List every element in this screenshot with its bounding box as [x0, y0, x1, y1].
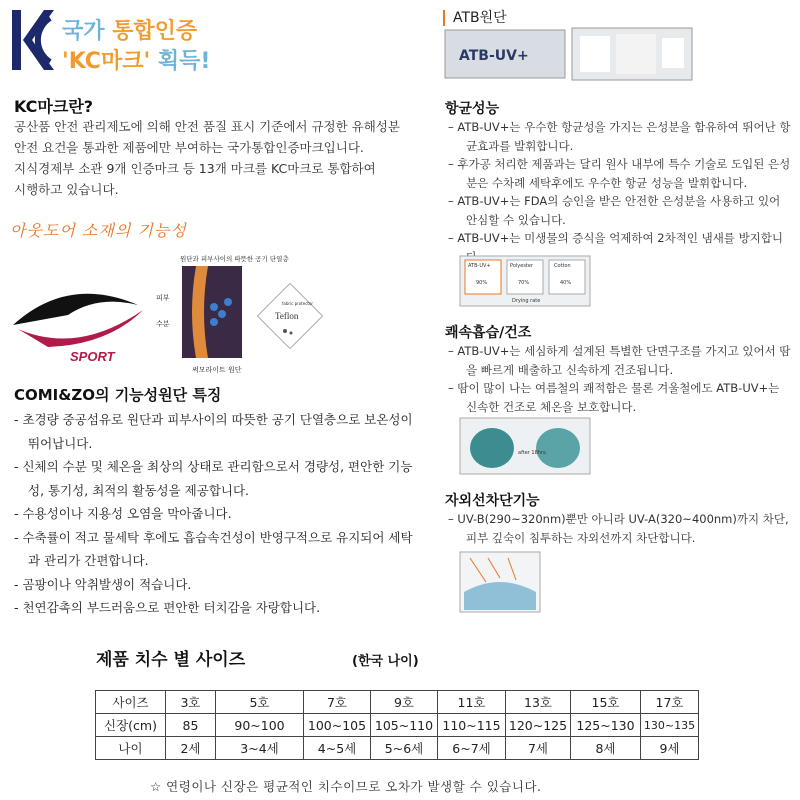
quick-dry-title: 쾌속흡습/건조: [445, 325, 532, 341]
kc-title: KC마크란?: [14, 97, 94, 116]
dry-value-polyester: 70%: [518, 280, 530, 286]
comi-features-title: COMI&ZO의 기능성원단 특징: [14, 386, 222, 404]
lycra-text: LYCRA: [38, 317, 98, 337]
diagram-label-bottom: 써모라이트 원단: [192, 366, 242, 374]
antibacterial-list: [448, 118, 793, 266]
atb-logo-text: ATB-UV+: [459, 48, 529, 64]
list-item: - 신체의 수분 및 체온을 최상의 상태로 관리함으로서 경량성, 편안한 기능성, 통기성, 최적의 활동성을 제공합니다.: [14, 459, 413, 498]
table-row: 신장(cm) 85 90~100 100~105 105~110 110~115 120~125 125~130 130~135: [96, 714, 699, 737]
water-caption: after 18hrs.: [518, 450, 548, 456]
table-row: 나이 2세 3~4세 4~5세 5~6세 6~7세 7세 8세 9세: [96, 737, 699, 760]
uv-block-image: [460, 552, 540, 612]
size-table-subtitle: (한국 나이): [352, 654, 419, 669]
list-item: - 수축률이 적고 물세탁 후에도 흡습속건성이 반영구적으로 유지되어 세탁과 관리가 간편합니다.: [14, 529, 413, 568]
atb-fabric-image: [445, 30, 565, 78]
uv-block-list: [448, 510, 793, 547]
size-note: ☆ 연령이나 신장은 평균적인 치수이므로 오차가 발생할 수 있습니다.: [150, 779, 542, 794]
sport-text: SPORT: [70, 349, 115, 364]
size-table: [95, 690, 699, 760]
atb-header: ATB원단: [443, 10, 507, 26]
uv-block-title: 자외선차단기능: [445, 493, 540, 509]
outdoor-title: 아웃도어 소재의 기능성: [10, 221, 187, 240]
drying-rate-image: [460, 256, 590, 306]
dry-label-polyester: Polyester: [510, 263, 534, 269]
dry-value-cotton: 40%: [560, 280, 572, 286]
teflon-small-text: fabric protector: [282, 301, 314, 306]
list-item: - 초경량 중공섬유로 원단과 피부사이의 따뜻한 공기 단열층으로 보온성이 뛰어납니다.: [14, 412, 413, 451]
list-item: – UV-B(290~320nm)뿐만 아니라 UV-A(320~400nm)까지 차단, 피부 깊숙이 침투하는 자외선까지 차단합니다.: [448, 512, 789, 545]
kc-headline-2: 'KC마크' 획득!: [62, 49, 211, 74]
size-table-title: 제품 치수 별 사이즈: [96, 650, 246, 670]
diagram-label-water: 수분: [156, 320, 170, 328]
kc-headline-1: 국가 통합인증: [62, 19, 198, 44]
diagram-label-skin: 피부: [156, 294, 170, 302]
dry-label-atb: ATB-UV+: [468, 263, 491, 269]
atb-info-image: [572, 28, 692, 80]
antibacterial-title: 항균성능: [445, 101, 500, 117]
list-item: – 후가공 처리한 제품과는 달리 원사 내부에 특수 기술로 도입된 은성분은 수차례 세탁후에도 우수한 항균 성능을 발휘합니다.: [448, 157, 791, 190]
list-item: – 땀이 많이 나는 여름철의 쾌적함은 물론 겨울철에도 ATB-UV+는 신속한 건조로 체온을 보호합니다.: [448, 381, 780, 414]
dry-label-cotton: Cotton: [554, 263, 571, 269]
dry-value-atb: 90%: [476, 280, 488, 286]
list-item: - 곰팡이나 악취발생이 적습니다.: [14, 576, 192, 592]
water-absorption-image: [460, 418, 590, 474]
kc-mark-logo: [10, 8, 56, 72]
table-row: 사이즈 3호 5호 7호 9호 11호 13호 15호 17호: [96, 691, 699, 714]
lycra-sport-logo: [8, 285, 148, 365]
comi-features-list: [14, 408, 414, 620]
diagram-label-top: 원단과 피부사이의 따뜻한 공기 단열층: [180, 255, 289, 263]
list-item: – ATB-UV+는 세심하게 설계된 특별한 단면구조를 가지고 있어서 땀을 빠르게 배출하고 신속하게 건조됩니다.: [448, 344, 791, 377]
list-item: - 수용성이나 지용성 오염을 막아줍니다.: [14, 506, 232, 521]
teflon-badge: [255, 285, 325, 355]
list-item: – ATB-UV+는 미생물의 증식을 억제하여 2차적인 냄새를 방지합니: [448, 231, 784, 245]
list-item: – ATB-UV+는 FDA의 승인을 받은 안전한 은성분을 사용하고 있어 안심할 수 있습니다.: [448, 194, 781, 227]
kc-description: 공산품 안전 관리제도에 의해 안전 품질 표시 기준에서 규정한 유해성분 안전 요건을 통과한 제품에만 부여하는 국가통합인증마크입니다. 지식경제부 소관 9개 인증마크 등 13개 마크를 KC마크로 통합하여 시행하고 있습니다.: [14, 119, 400, 197]
dry-caption: Drying rate: [512, 298, 541, 304]
list-item: - 천연감촉의 부드러움으로 편안한 터치감을 자랑합니다.: [14, 600, 321, 615]
list-item: – ATB-UV+는 우수한 항균성을 가지는 은성분을 함유하여 뛰어난 항균효과를 발휘합니다.: [448, 120, 791, 153]
teflon-text: Teflon: [275, 311, 299, 321]
quick-dry-list: [448, 342, 793, 416]
